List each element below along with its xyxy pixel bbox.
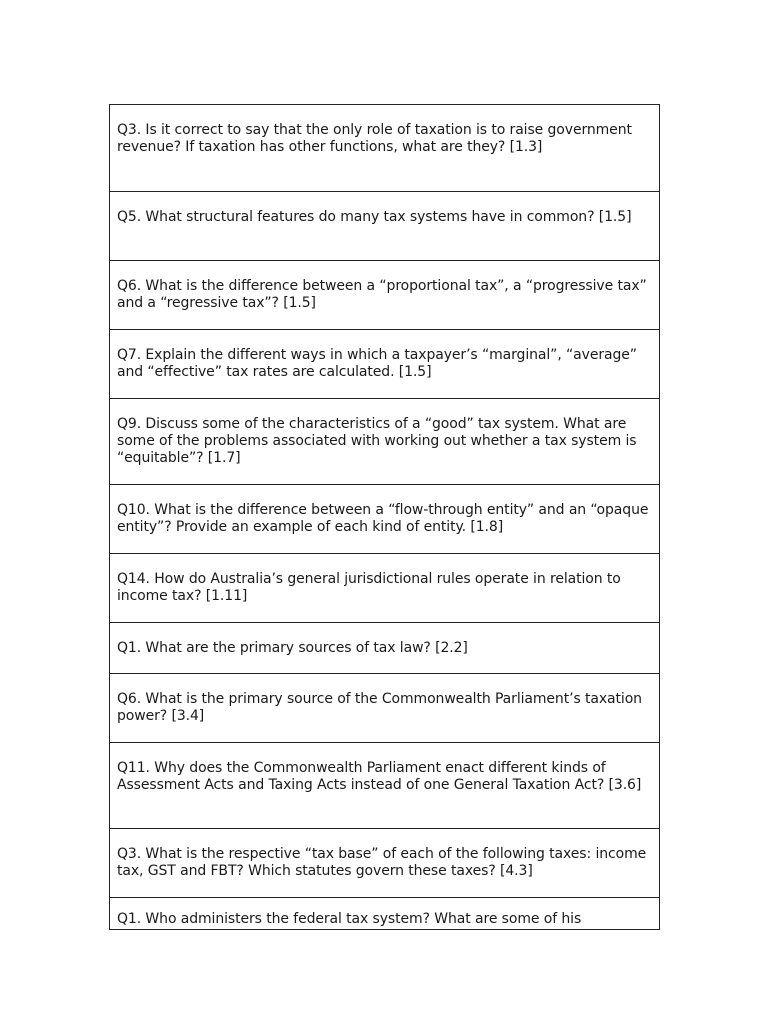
question-text: Q9. Discuss some of the characteristics of a “good” tax system. What are some of the problems associated with working out whether a tax system is “equitable”? [1.7] [117, 416, 637, 466]
question-row [110, 485, 659, 554]
question-row [110, 261, 659, 330]
question-text: Q6. What is the difference between a “proportional tax”, a “progressive tax” and a “regressive tax”? [1.5] [117, 278, 647, 311]
question-row [110, 743, 659, 829]
question-row [110, 105, 659, 192]
question-text: Q7. Explain the different ways in which a taxpayer’s “marginal”, “average” and “effective” tax rates are calculated. [1.5] [117, 347, 637, 380]
question-row [110, 192, 659, 261]
question-text: Q1. Who administers the federal tax system? What are some of his [117, 911, 582, 927]
question-text: Q6. What is the primary source of the Commonwealth Parliament’s taxation power? [3.4] [117, 691, 642, 724]
question-text: Q11. Why does the Commonwealth Parliament enact different kinds of Assessment Acts and Taxing Acts instead of one General Taxation Act? [3.6] [117, 760, 642, 793]
question-table [109, 104, 660, 930]
question-row [110, 330, 659, 399]
question-text: Q5. What structural features do many tax systems have in common? [1.5] [117, 209, 632, 225]
question-row [110, 399, 659, 485]
question-row [110, 674, 659, 743]
question-row [110, 623, 659, 674]
question-text: Q1. What are the primary sources of tax law? [2.2] [117, 640, 468, 656]
question-text: Q14. How do Australia’s general jurisdictional rules operate in relation to income tax? [1.11] [117, 571, 621, 604]
question-row [110, 554, 659, 623]
question-row [110, 829, 659, 898]
question-text: Q10. What is the difference between a “flow-through entity” and an “opaque entity”? Provide an example of each kind of entity. [1.8] [117, 502, 649, 535]
question-text: Q3. Is it correct to say that the only role of taxation is to raise government revenue? If taxation has other functions, what are they? [1.3] [117, 122, 632, 155]
question-row [110, 898, 659, 930]
question-text: Q3. What is the respective “tax base” of each of the following taxes: income tax, GST and FBT? Which statutes govern these taxes? [4.3] [117, 846, 647, 879]
